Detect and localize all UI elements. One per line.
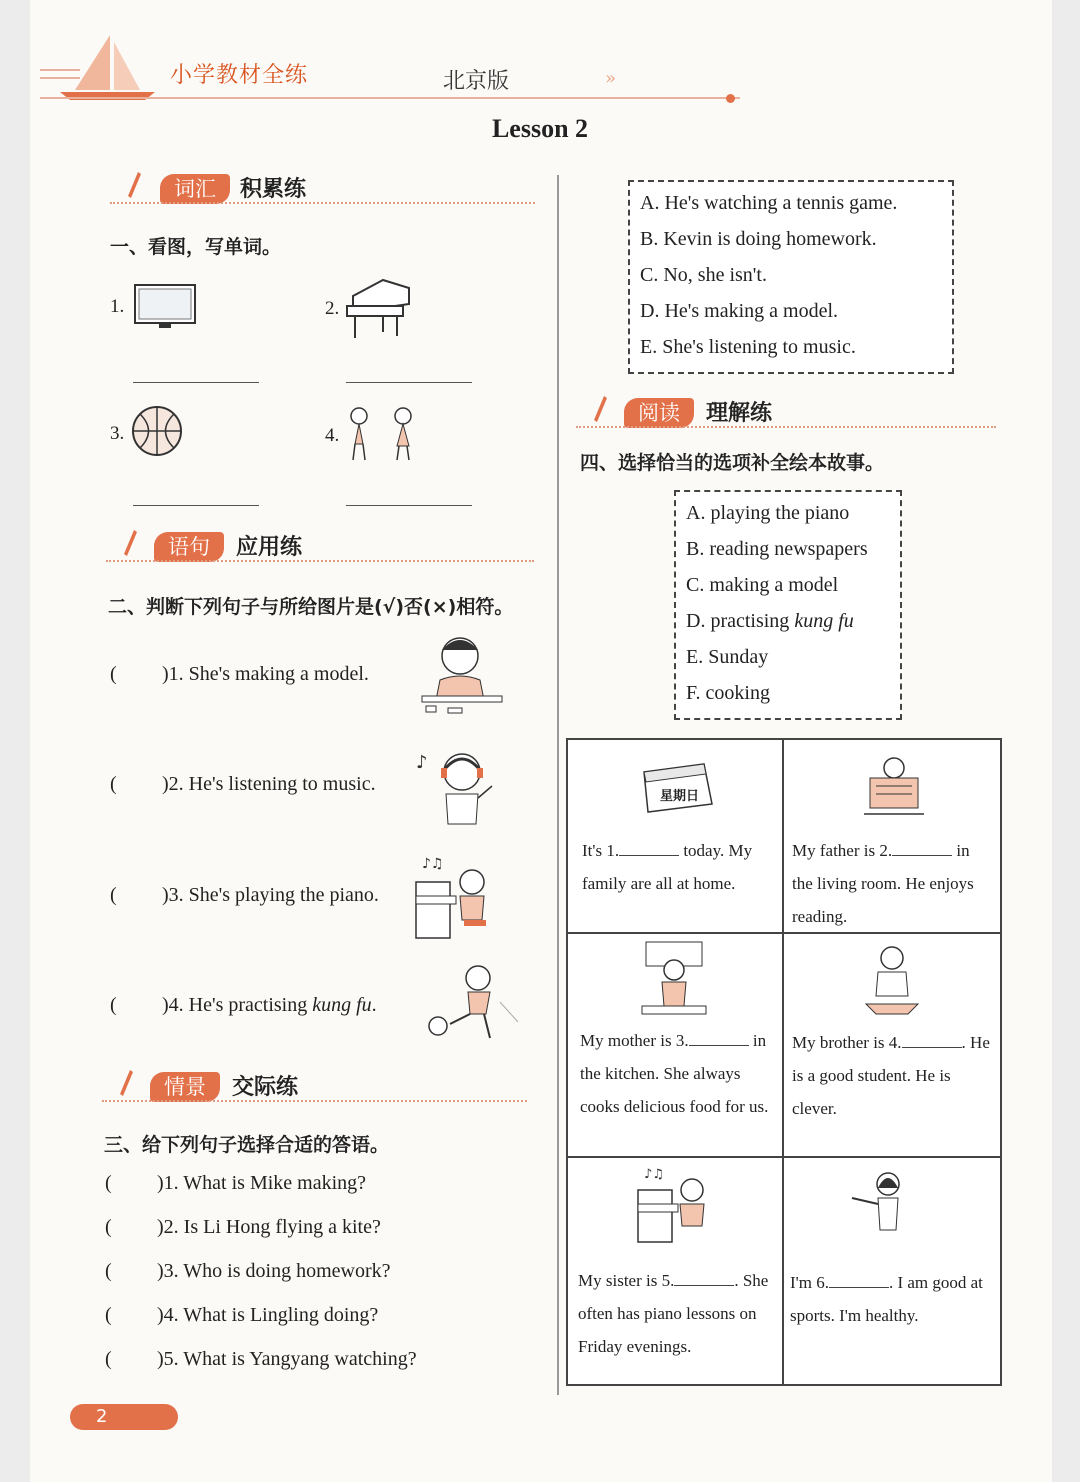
question-2-title: 二、判断下列句子与所给图片是(√)否(×)相符。 [108,596,514,618]
page-number: 2 [70,1404,178,1430]
option-b: B. reading newspapers [686,538,868,560]
sentence-text: )1. She's making a model. [162,663,369,685]
story-text-3: My mother is 3. in the kitchen. She always cooks delicious food for us. [580,1031,769,1116]
section-tag: 语句 [154,532,224,562]
grid-divider [782,740,784,1384]
answer-blank[interactable] [346,505,472,506]
item-number: 3. [110,423,125,444]
option-d: D. He's making a model. [640,300,839,322]
story-text-5: My sister is 5. . She often has piano lessons on Friday evenings. [578,1271,769,1356]
section-reading-header [566,394,998,434]
question-text: )1. What is Mike making? [157,1172,367,1194]
answer-paren[interactable]: ( [110,773,117,795]
q3-options-box [628,180,954,374]
question-text: )2. Is Li Hong flying a kite? [157,1216,381,1238]
question-text: )3. Who is doing homework? [157,1260,391,1282]
story-text-6: I'm 6. . I am good at sports. I'm healthy. [790,1273,983,1325]
dancing-kids-icon [343,404,423,464]
dotted-divider [102,1100,527,1102]
answer-paren[interactable]: ( [110,994,117,1016]
story-text-4: My brother is 4. . He is a good student. He is clever. [792,1033,990,1118]
option-c: C. making a model [686,574,839,596]
answer-paren[interactable]: ( [105,1172,112,1194]
story-blank[interactable] [619,855,679,856]
item-number: 2. [325,298,340,319]
pencil-icon [590,394,608,424]
section-title: 交际练 [232,1075,299,1100]
section-tag: 词汇 [160,174,230,204]
basketball-icon [130,404,184,458]
section-title: 理解练 [706,401,773,426]
question-text: )5. What is Yangyang watching? [157,1348,417,1370]
section-situation-header [92,1068,532,1108]
svg-text:♪♫: ♪♫ [422,856,444,872]
answer-paren[interactable]: ( [105,1260,112,1282]
option-e: E. She's listening to music. [640,336,856,358]
header-dot-icon [726,94,735,103]
television-icon [133,283,197,331]
piano-icon [343,276,415,342]
brand-title: 小学教材全练 [170,63,309,88]
story-blank[interactable] [829,1287,889,1288]
item-number: 1. [110,296,125,317]
pencil-icon [124,170,142,200]
section-tag: 情景 [150,1072,220,1102]
section-vocab-header [100,170,540,210]
question-3-title: 三、给下列句子选择合适的答语。 [104,1134,390,1156]
boy-headphones-icon [414,742,498,832]
sentence-text: )4. He's practising kung fu. [162,994,377,1016]
answer-paren[interactable]: ( [105,1216,112,1238]
story-blank[interactable] [892,855,952,856]
svg-text:♪♫: ♪♫ [644,1167,664,1182]
question-4-title: 四、选择恰当的选项补全绘本故事。 [580,452,885,474]
answer-paren[interactable]: ( [105,1348,112,1370]
edition-label: 北京版 [443,69,510,94]
grid-divider [568,1156,1000,1158]
option-a: A. He's watching a tennis game. [640,192,898,214]
svg-text:♪: ♪ [416,752,428,773]
question-text: )4. What is Lingling doing? [157,1304,379,1326]
boy-making-model-icon [856,944,926,1018]
lesson-title: Lesson 2 [491,114,589,143]
girl-kungfu-icon [848,1168,928,1244]
boy-kungfu-icon [420,962,520,1042]
story-blank[interactable] [674,1285,734,1286]
man-reading-newspaper-icon [854,754,932,824]
option-d: D. practising kung fu [686,610,854,632]
section-sentence-header [96,528,540,568]
question-1-title: 一、看图，写单词。 [110,236,282,258]
sailboat-logo-icon [40,30,170,100]
option-a: A. playing the piano [686,502,850,524]
girl-making-model-icon [412,630,508,718]
pencil-icon [116,1068,134,1098]
option-e: E. Sunday [686,646,769,668]
woman-cooking-icon [640,940,710,1020]
section-title: 应用练 [236,535,303,560]
answer-paren[interactable]: ( [105,1304,112,1326]
dotted-divider [106,560,534,562]
header-divider [40,97,740,99]
pencil-icon [120,528,138,558]
answer-paren[interactable]: ( [110,884,117,906]
story-blank[interactable] [902,1047,962,1048]
answer-blank[interactable] [133,505,259,506]
sentence-text: )3. She's playing the piano. [162,884,379,906]
story-text-2: My father is 2. in the living room. He enjoys reading. [792,841,974,926]
girl-piano-icon [412,852,498,942]
girl-piano-icon [634,1164,714,1246]
section-tag: 阅读 [624,398,694,428]
story-blank[interactable] [689,1045,749,1046]
answer-blank[interactable] [346,382,472,383]
dotted-divider [576,426,996,428]
option-f: F. cooking [686,682,770,704]
q4-options-box [674,490,902,720]
option-b: B. Kevin is doing homework. [640,228,877,250]
story-grid [566,738,1002,1386]
story-text-1: It's 1. today. My family are all at home. [582,841,753,893]
answer-paren[interactable]: ( [110,663,117,685]
chevron-right-icon: » [605,68,617,89]
calendar-label: 星期日 [660,789,700,804]
section-title: 积累练 [240,177,307,202]
sentence-text: )2. He's listening to music. [162,773,376,795]
answer-blank[interactable] [133,382,259,383]
item-number: 4. [325,425,340,446]
calendar-icon [638,758,718,816]
dotted-divider [110,202,535,204]
column-divider [557,175,559,1395]
option-c: C. No, she isn't. [640,264,767,286]
